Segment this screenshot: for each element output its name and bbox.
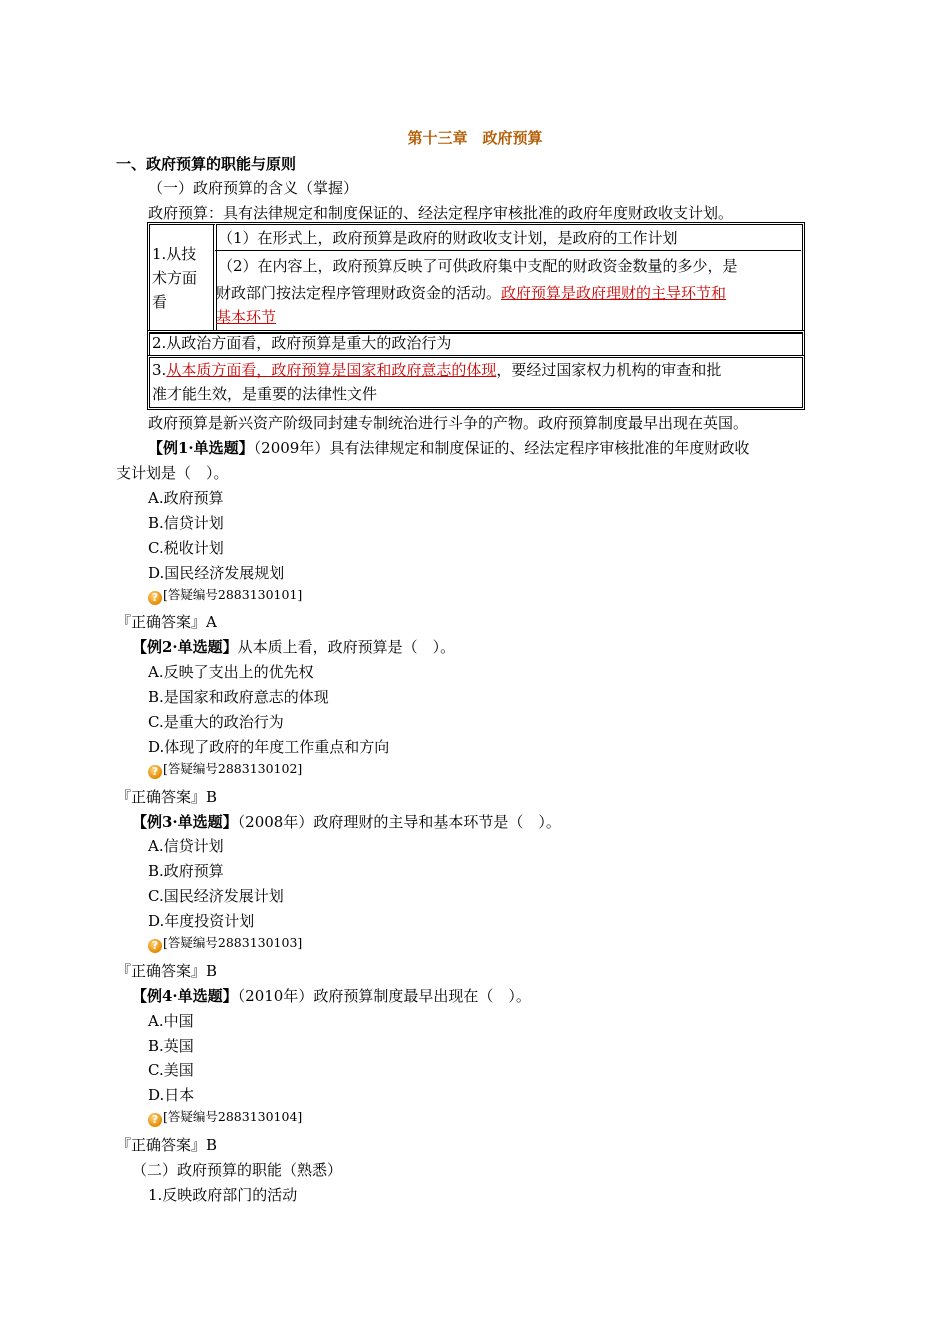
table-cell: 财政部门按法定程序管理财政资金的活动。政府预算是政府理财的主导环节和 bbox=[216, 284, 727, 302]
option: A.反映了支出上的优先权 bbox=[148, 663, 314, 681]
table-label: 1.从技 bbox=[152, 245, 197, 263]
help-icon[interactable]: ? bbox=[148, 939, 162, 953]
correct-answer: 『正确答案』B bbox=[116, 962, 218, 980]
history-text: 政府预算是新兴资产阶级同封建专制统治进行斗争的产物。政府预算制度最早出现在英国。 bbox=[148, 414, 749, 432]
option: C.美国 bbox=[148, 1061, 194, 1079]
answer-reference[interactable]: ? [答疑编号2883130103] bbox=[148, 933, 302, 953]
option: C.是重大的政治行为 bbox=[148, 713, 284, 731]
highlight-text: 从本质方面看，政府预算是国家和政府意志的体现 bbox=[166, 361, 497, 379]
option: C.税收计划 bbox=[148, 539, 224, 557]
definition-text: 政府预算：具有法律规定和制度保证的、经法定程序审核批准的政府年度财政收支计划。 bbox=[148, 204, 734, 222]
question-stem: 【例2·单选题】从本质上看，政府预算是（ ）。 bbox=[132, 638, 456, 656]
option: D.年度投资计划 bbox=[148, 912, 255, 930]
option: D.日本 bbox=[148, 1086, 195, 1104]
option: A.信贷计划 bbox=[148, 837, 224, 855]
question-stem: 支计划是（ ）。 bbox=[116, 464, 229, 482]
table-cell: 2.从政治方面看，政府预算是重大的政治行为 bbox=[152, 334, 452, 352]
option: D.体现了政府的年度工作重点和方向 bbox=[148, 738, 390, 756]
answer-reference[interactable]: ? [答疑编号2883130102] bbox=[148, 759, 302, 779]
table-cell: 准才能生效，是重要的法律性文件 bbox=[152, 385, 378, 403]
answer-reference[interactable]: ? [答疑编号2883130101] bbox=[148, 585, 302, 605]
table-cell: （2）在内容上，政府预算反映了可供政府集中支配的财政资金数量的多少，是 bbox=[218, 257, 738, 275]
option: B.信贷计划 bbox=[148, 514, 224, 532]
option: C.国民经济发展计划 bbox=[148, 887, 284, 905]
question-stem: 【例3·单选题】（2008年）政府理财的主导和基本环节是（ ）。 bbox=[132, 813, 561, 831]
question-stem: 【例1·单选题】（2009年）具有法律规定和制度保证的、经法定程序审核批准的年度财政收 bbox=[148, 439, 750, 457]
table-cell: 3.从本质方面看，政府预算是国家和政府意志的体现，要经过国家权力机构的审查和批 bbox=[152, 361, 722, 379]
correct-answer: 『正确答案』B bbox=[116, 788, 218, 806]
option: A.政府预算 bbox=[148, 489, 224, 507]
help-icon[interactable]: ? bbox=[148, 1113, 162, 1127]
table-divider bbox=[215, 250, 801, 251]
help-icon[interactable]: ? bbox=[148, 591, 162, 605]
section-heading: 一、政府预算的职能与原则 bbox=[116, 155, 297, 173]
table-label: 术方面 bbox=[152, 269, 198, 287]
list-item: 1.反映政府部门的活动 bbox=[148, 1186, 298, 1204]
table-cell: （1）在形式上，政府预算是政府的财政收支计划，是政府的工作计划 bbox=[218, 229, 678, 247]
option: B.是国家和政府意志的体现 bbox=[148, 688, 329, 706]
option: A.中国 bbox=[148, 1012, 194, 1030]
subsection-heading: （一）政府预算的含义（掌握） bbox=[148, 179, 359, 197]
highlight-text: 政府预算是政府理财的主导环节和 bbox=[501, 284, 727, 302]
help-icon[interactable]: ? bbox=[148, 765, 162, 779]
subsection-heading: （二）政府预算的职能（熟悉） bbox=[132, 1161, 343, 1179]
option: B.政府预算 bbox=[148, 862, 224, 880]
correct-answer: 『正确答案』A bbox=[116, 613, 217, 631]
highlight-text: 基本环节 bbox=[216, 308, 277, 326]
question-stem: 【例4·单选题】（2010年）政府预算制度最早出现在（ ）。 bbox=[132, 987, 531, 1005]
option: D.国民经济发展规划 bbox=[148, 564, 285, 582]
table-label: 看 bbox=[152, 293, 168, 311]
chapter-title: 第十三章 政府预算 bbox=[407, 129, 543, 147]
option: B.英国 bbox=[148, 1037, 194, 1055]
table-cell bbox=[216, 305, 276, 329]
answer-reference[interactable]: ? [答疑编号2883130104] bbox=[148, 1107, 302, 1127]
table-divider bbox=[213, 224, 215, 331]
correct-answer: 『正确答案』B bbox=[116, 1136, 218, 1154]
